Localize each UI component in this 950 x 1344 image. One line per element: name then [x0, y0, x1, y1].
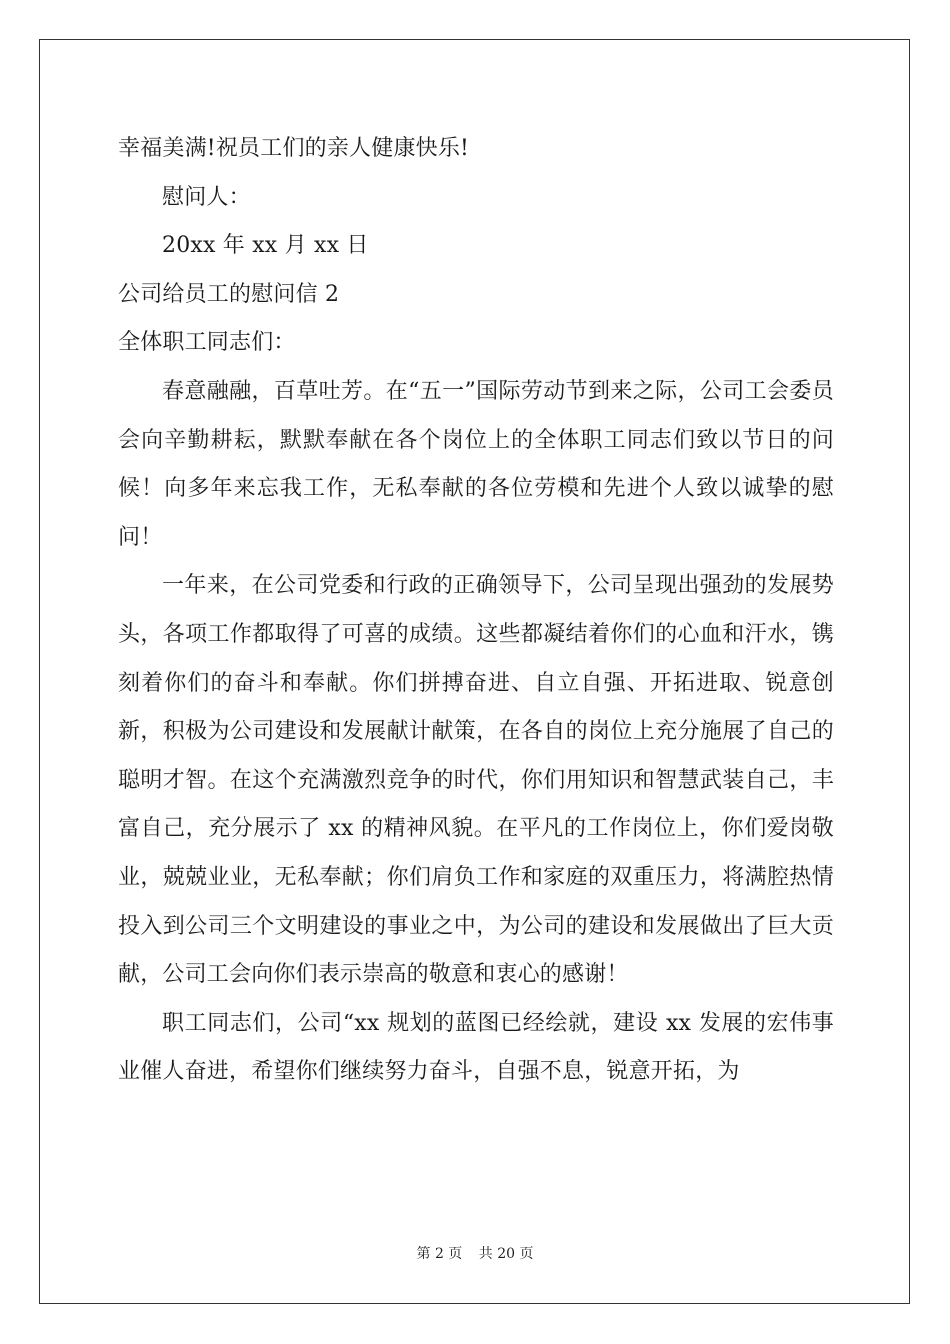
paragraph-call-to-action: 职工同志们，公司“xx 规划的蓝图已经绘就，建设 xx 发展的宏伟事业催人奋进，希望你们继续努力奋斗，自强不息，锐意开拓，为: [118, 1010, 834, 1085]
page-total: 共 20 页: [478, 1246, 534, 1262]
salutation: 全体职工同志们：: [118, 330, 296, 356]
page-number: 第 2 页: [416, 1246, 463, 1262]
paragraph-achievements: 一年来，在公司党委和行政的正确领导下，公司呈现出强劲的发展势头，各项工作都取得了可喜的成绩。这些都凝结着你们的心血和汗水，镌刻着你们的奋斗和奉献。你们拼搏奋进、自立自强、开拓进取、锐意创新，积极为公司建设和发展献计献策，在各自的岗位上充分施展了自己的聪明才智。在这个充满激烈竞争的时代，你们用知识和智慧武装自己，丰富自己，充分展示了 xx 的精神风貌。在平凡的工作岗位上，你们爱岗敬业，兢兢业业，无私奉献；你们肩负工作和家庭的双重压力，将满腔热情投入到公司三个文明建设的事业之中，为公司的建设和发展做出了巨大贡献，公司工会向你们表示崇高的敬意和衷心的感谢！: [118, 573, 834, 988]
page-footer: [0, 1243, 950, 1263]
document-body: [118, 125, 834, 1097]
letter-title: 公司给员工的慰问信 2: [118, 281, 340, 307]
signer-label: 慰问人：: [162, 184, 251, 210]
closing-wish-line: 幸福美满!祝员工们的亲人健康快乐!: [118, 136, 470, 161]
paragraph-greeting: 春意融融，百草吐芳。在“五一”国际劳动节到来之际，公司工会委员会向辛勤耕耘，默默奉献在各个岗位上的全体职工同志们致以节日的问候！向多年来忘我工作，无私奉献的各位劳模和先进个人致以诚挚的慰问！: [118, 378, 834, 550]
date-line: 20xx 年 xx 月 xx 日: [162, 233, 369, 259]
